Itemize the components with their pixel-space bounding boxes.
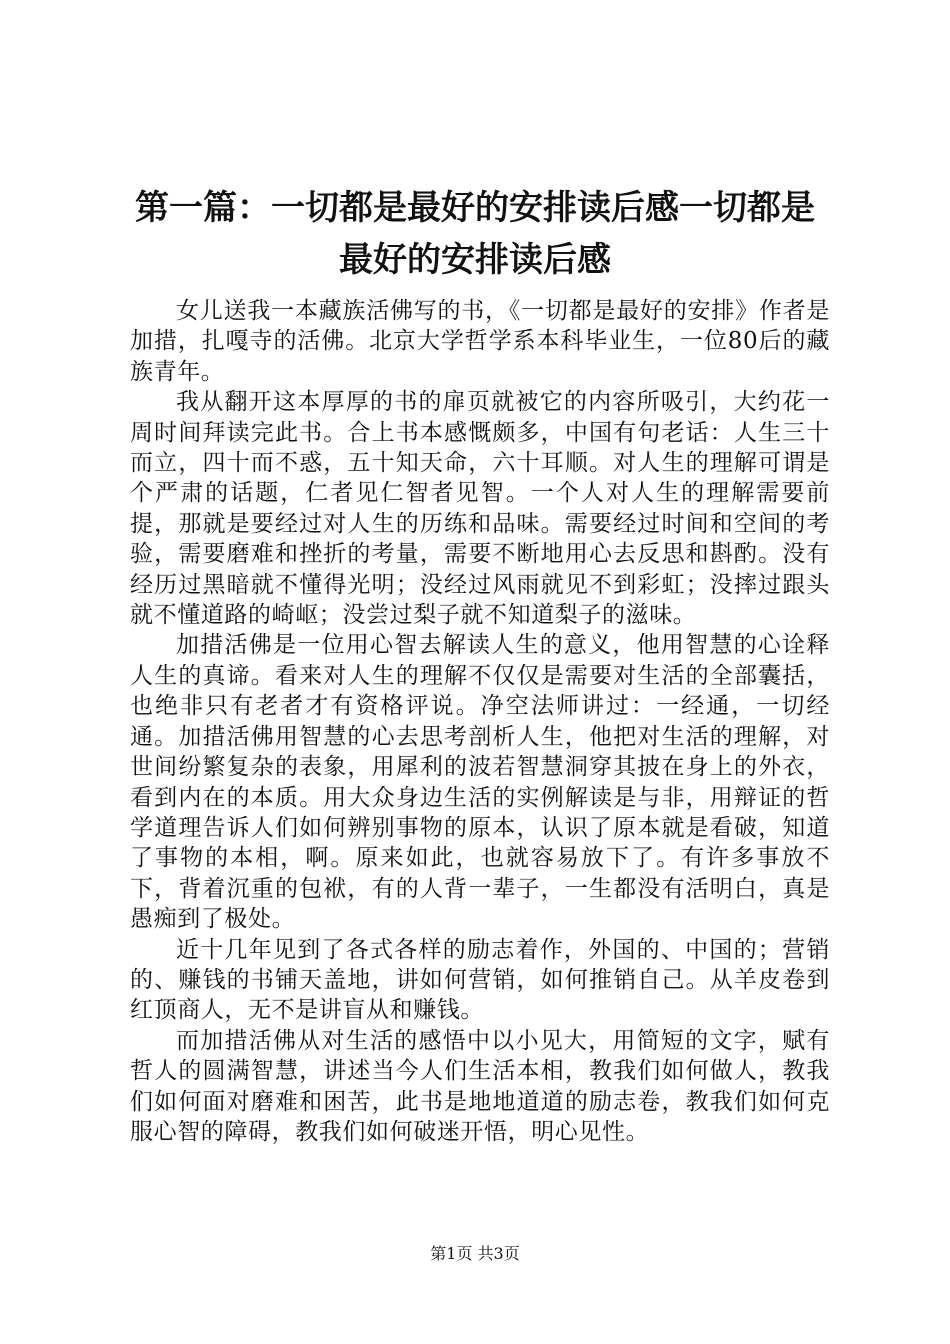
paragraph-1: 女儿送我一本藏族活佛写的书，《一切都是最好的安排》作者是加措，扎嘎寺的活佛。北京大学哲学系本科毕业生，一位80后的藏族青年。 xyxy=(130,298,830,385)
paragraph-3: 加措活佛是一位用心智去解读人生的意义，他用智慧的心诠释人生的真谛。看来对人生的理解不仅仅是需要对生活的全部囊括，也绝非只有老者才有资格评说。净空法师讲过：一经通，一切经通。加措活佛用智慧的心去思考剖析人生，他把对生活的理解，对世间纷繁复杂的表象，用犀利的波若智慧洞穿其披在身上的外衣，看到内在的本质。用大众身边生活的实例解读是与非，用辩证的哲学道理告诉人们如何辨别事物的原本，认识了原本就是看破，知道了事物的本相，啊。原来如此，也就容易放下了。有许多事放不下，背着沉重的包袱，有的人背一辈子，一生都没有活明白，真是愚痴到了极处。 xyxy=(130,632,830,933)
document-body xyxy=(130,296,830,1147)
page-footer: 第1页 共3页 xyxy=(430,1244,520,1263)
paragraph-5: 而加措活佛从对生活的感悟中以小见大，用简短的文字，赋有哲人的圆满智慧，讲述当今人们生活本相，教我们如何做人，教我们如何面对磨难和困苦，此书是地地道道的励志卷，教我们如何克服心智的障碍，教我们如何破迷开悟，明心见性。 xyxy=(130,1027,830,1145)
paragraph-2: 我从翻开这本厚厚的书的扉页就被它的内容所吸引，大约花一周时间拜读完此书。合上书本感慨颇多，中国有句老话：人生三十而立，四十而不惑，五十知天命，六十耳顺。对人生的理解可谓是个严肃的话题，仁者见仁智者见智。一个人对人生的理解需要前提，那就是要经过对人生的历练和品味。需要经过时间和空间的考验，需要磨难和挫折的考量，需要不断地用心去反思和斟酌。没有经历过黑暗就不懂得光明；没经过风雨就见不到彩虹；没摔过跟头就不懂道路的崎岖；没尝过梨子就不知道梨子的滋味。 xyxy=(130,389,830,629)
paragraph-4: 近十几年见到了各式各样的励志着作，外国的、中国的；营销的、赚钱的书铺天盖地，讲如何营销，如何推销自己。从羊皮卷到红顶商人，无不是讲盲从和赚钱。 xyxy=(130,936,830,1024)
document-title: 第一篇：一切都是最好的安排读后感一切都是最好的安排读后感 xyxy=(135,188,815,280)
